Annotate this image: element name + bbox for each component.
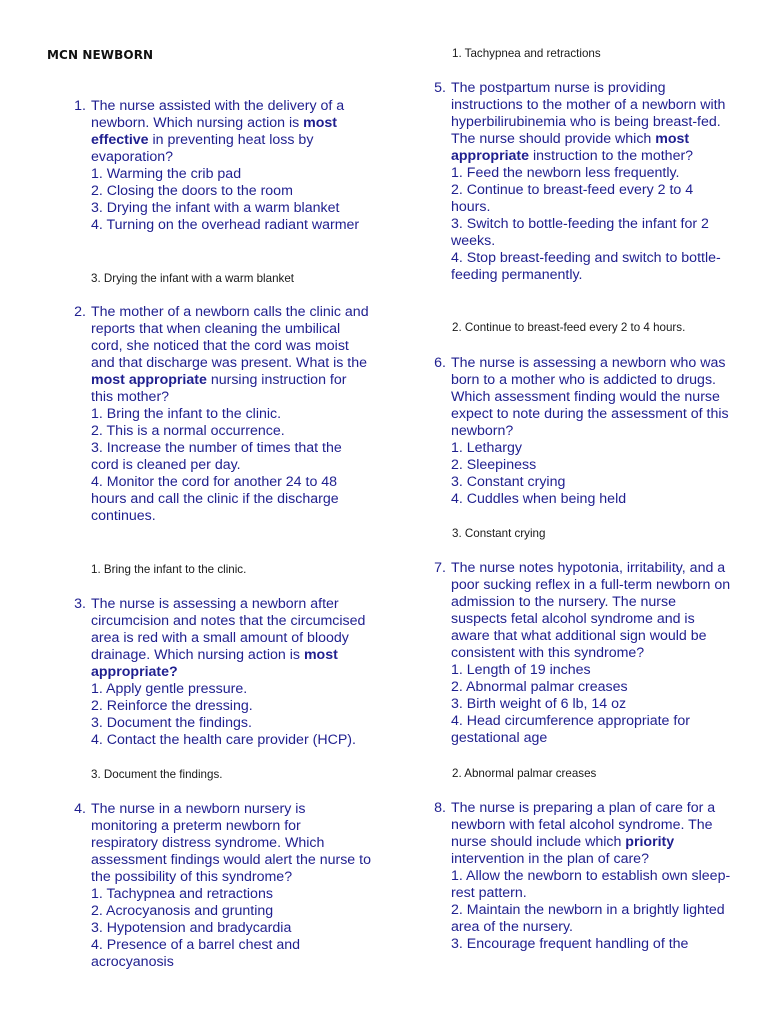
question-stem: The nurse is assessing a newborn after circumcision and notes that the circumcised area is red with a small amount of bloody drainage. Which nursing action is most appropriate?: [91, 596, 366, 680]
option-1: 1. Bring the infant to the clinic.: [91, 406, 282, 422]
question-number: 6.: [434, 355, 446, 371]
question-body: [451, 560, 731, 747]
option-3: 3. Encourage frequent handling of the: [451, 936, 689, 952]
question-stem: The nurse in a newborn nursery is monitoring a preterm newborn for respiratory distress syndrome. Which assessment findings would alert the nurse to the possibility of this syndrome?: [91, 801, 371, 885]
option-2: 2. Acrocyanosis and grunting: [91, 903, 274, 919]
option-4: 4. Contact the health care provider (HCP).: [91, 732, 356, 748]
question-stem: The nurse notes hypotonia, irritability, and a poor sucking reflex in a full-term newborn on admission to the nursery. The nurse suspects fetal alcohol syndrome and is aware that what additional sign would be consistent with this syndrome?: [451, 560, 731, 661]
option-4: 4. Cuddles when being held: [451, 491, 627, 507]
question-number: 4.: [74, 801, 86, 817]
option-2: 2. Maintain the newborn in a brightly lighted area of the nursery.: [451, 902, 725, 935]
answer-1: 3. Drying the infant with a warm blanket: [91, 272, 294, 285]
answer-2: 1. Bring the infant to the clinic.: [91, 563, 247, 576]
answer-6: 3. Constant crying: [452, 527, 546, 540]
question-number: 3.: [74, 596, 86, 612]
option-1: 1. Lethargy: [451, 440, 522, 456]
option-1: 1. Length of 19 inches: [451, 662, 591, 678]
question-body: [91, 98, 371, 234]
answer-4: 1. Tachypnea and retractions: [452, 47, 601, 60]
option-1: 1. Feed the newborn less frequently.: [451, 165, 680, 181]
answer-7: 2. Abnormal palmar creases: [452, 767, 597, 780]
option-3: 3. Drying the infant with a warm blanket: [91, 200, 340, 216]
option-1: 1. Apply gentle pressure.: [91, 681, 248, 697]
emphasis-text: most appropriate: [91, 372, 207, 388]
question-body: [91, 596, 371, 749]
answer-5: 2. Continue to breast-feed every 2 to 4 hours.: [452, 321, 686, 334]
option-3: 3. Switch to bottle-feeding the infant for 2 weeks.: [451, 216, 709, 249]
question-number: 2.: [74, 304, 86, 320]
option-4: 4. Monitor the cord for another 24 to 48 hours and call the clinic if the discharge continues.: [91, 474, 339, 524]
question-stem: The postpartum nurse is providing instructions to the mother of a newborn with hyperbilirubinemia who is being breast-fed. The nurse should provide which most appropriate instruction to the mother?: [451, 80, 726, 164]
question-number: 1.: [74, 98, 86, 114]
option-3: 3. Document the findings.: [91, 715, 252, 731]
option-1: 1. Allow the newborn to establish own sleep-rest pattern.: [451, 868, 731, 901]
option-3: 3. Hypotension and bradycardia: [91, 920, 292, 936]
question-number: 5.: [434, 80, 446, 96]
question-stem: The nurse assisted with the delivery of a newborn. Which nursing action is most effective in preventing heat loss by evaporation?: [91, 98, 345, 165]
question-body: [91, 304, 371, 525]
option-2: 2. This is a normal occurrence.: [91, 423, 285, 439]
option-4: 4. Stop breast-feeding and switch to bottle-feeding permanently.: [451, 250, 721, 283]
option-2: 2. Sleepiness: [451, 457, 537, 473]
option-2: 2. Continue to breast-feed every 2 to 4 hours.: [451, 182, 694, 215]
option-1: 1. Warming the crib pad: [91, 166, 242, 182]
option-3: 3. Birth weight of 6 lb, 14 oz: [451, 696, 627, 712]
option-2: 2. Closing the doors to the room: [91, 183, 293, 199]
question-number: 7.: [434, 560, 446, 576]
option-4: 4. Turning on the overhead radiant warmer: [91, 217, 360, 233]
question-body: [91, 801, 371, 971]
answer-3: 3. Document the findings.: [91, 768, 223, 781]
page-title: MCN NEWBORN: [47, 48, 154, 62]
question-body: [451, 800, 731, 953]
emphasis-text: most effective: [91, 115, 338, 148]
question-stem: The nurse is assessing a newborn who was born to a mother who is addicted to drugs. Which assessment finding would the nurse expect to note during the assessment of this newborn?: [451, 355, 729, 439]
emphasis-text: most appropriate: [451, 131, 690, 164]
option-3: 3. Constant crying: [451, 474, 566, 490]
question-stem: The nurse is preparing a plan of care for a newborn with fetal alcohol syndrome. The nurse should include which priority intervention in the plan of care?: [451, 800, 716, 867]
emphasis-text: priority: [625, 834, 675, 850]
option-2: 2. Reinforce the dressing.: [91, 698, 253, 714]
option-4: 4. Presence of a barrel chest and acrocyanosis: [91, 937, 300, 970]
question-body: [451, 355, 731, 508]
question-body: [451, 80, 731, 284]
option-2: 2. Abnormal palmar creases: [451, 679, 628, 695]
question-number: 8.: [434, 800, 446, 816]
option-3: 3. Increase the number of times that the cord is cleaned per day.: [91, 440, 342, 473]
option-1: 1. Tachypnea and retractions: [91, 886, 273, 902]
emphasis-text: most appropriate?: [91, 647, 338, 680]
option-4: 4. Head circumference appropriate for gestational age: [451, 713, 690, 746]
question-stem: The mother of a newborn calls the clinic and reports that when cleaning the umbilical cord, she noticed that the cord was moist and that discharge was present. What is the most appropriate nursing instruction for this mother?: [91, 304, 369, 405]
